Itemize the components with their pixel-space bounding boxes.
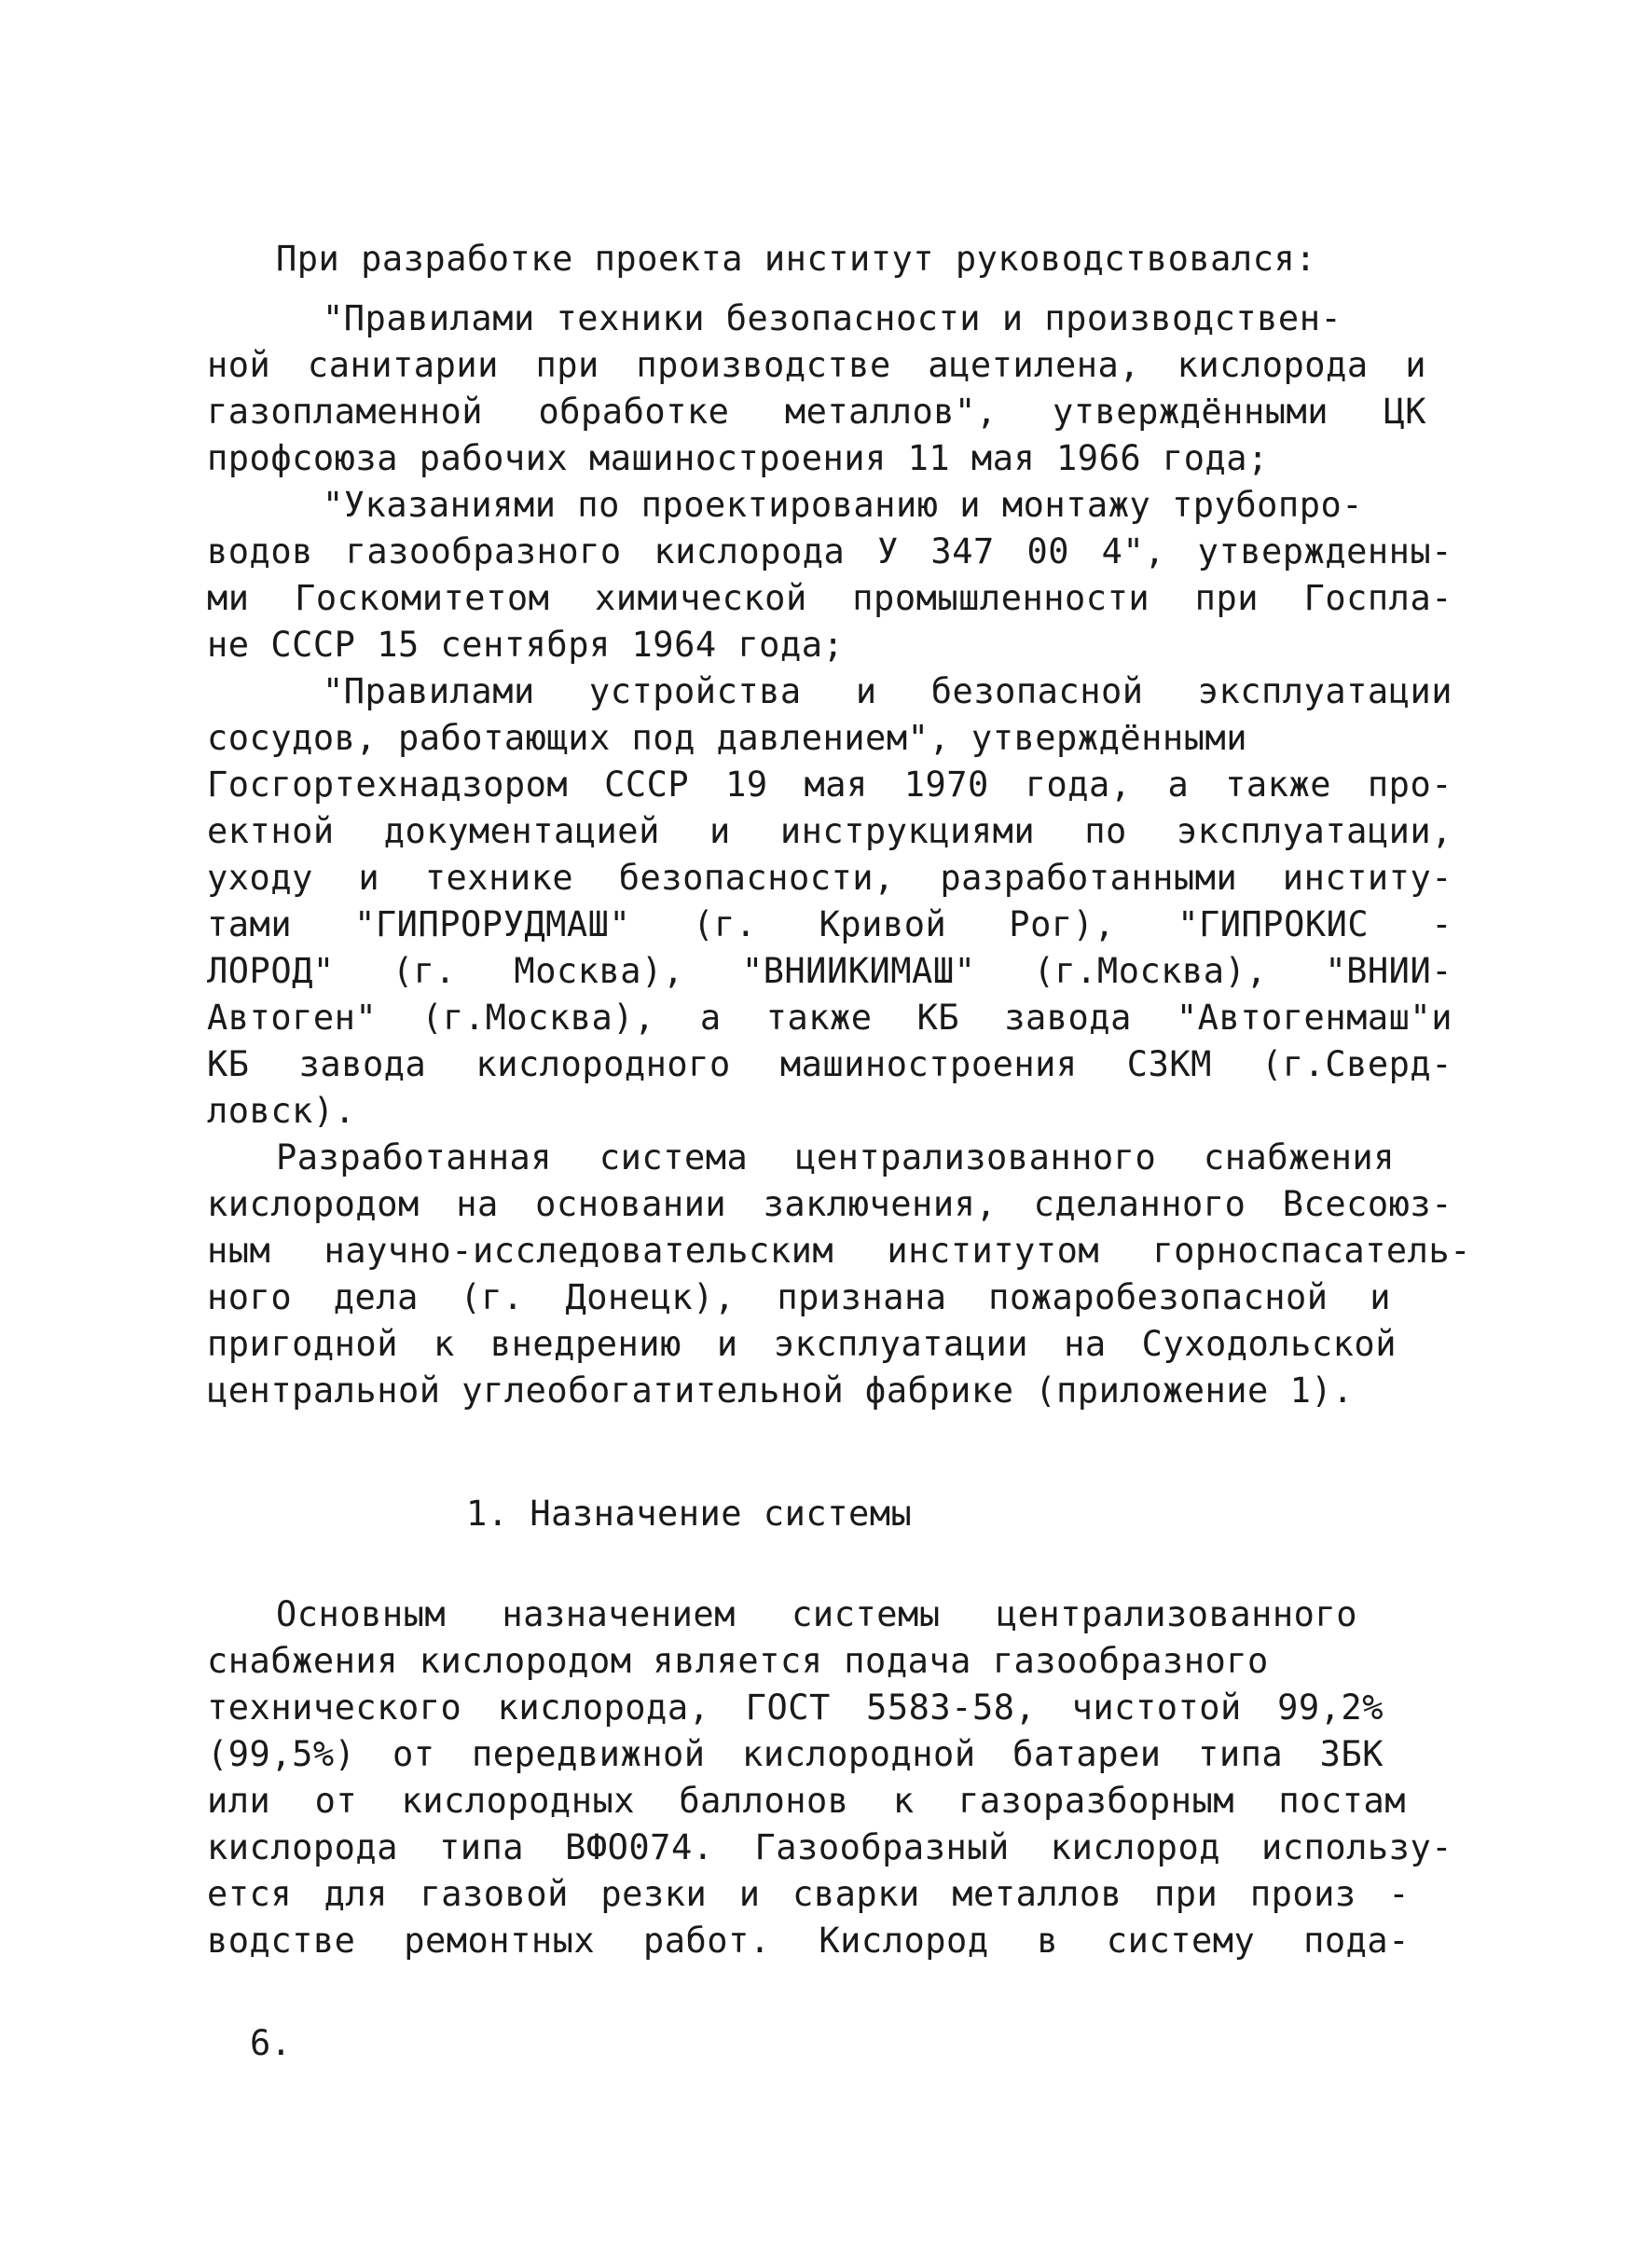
paragraph-3-line-2: сосудов, работающих под давлением", утверждёнными [207, 718, 1248, 758]
paragraph-3-line-5: уходу и технике безопасности, разработанными институ- [207, 858, 1452, 898]
paragraph-5-line-3: технического кислорода, ГОСТ 5583-58, чистотой 99,2% [207, 1687, 1384, 1728]
section-heading: 1. Назначение системы [466, 1494, 913, 1534]
paragraph-1-line-3: газопламенной обработке металлов", утверждёнными ЦК [207, 392, 1426, 432]
paragraph-4-line-3: ным научно-исследовательским институтом горноспасатель- [207, 1231, 1471, 1271]
paragraph-1-line-2: ной санитарии при производстве ацетилена, кислорода и [207, 345, 1426, 385]
paragraph-3-line-1: "Правилами устройства и безопасной эксплуатации [323, 671, 1452, 711]
intro-line: При разработке проекта институт руководствовался: [276, 239, 1317, 279]
paragraph-3-line-6: тами "ГИПРОРУДМАШ" (г. Кривой Рог), "ГИПРОКИС - [207, 904, 1452, 944]
paragraph-2-line-2: водов газообразного кислорода У 347 00 4", утвержденны- [207, 531, 1452, 572]
paragraph-4-line-4: ного дела (г. Донецк), признана пожаробезопасной и [207, 1277, 1391, 1317]
paragraph-2-line-4: не СССР 15 сентября 1964 года; [207, 625, 845, 665]
paragraph-4-line-5: пригодной к внедрению и эксплуатации на Суходольской [207, 1324, 1397, 1364]
paragraph-4-line-6: центральной углеобогатительной фабрике (приложение 1). [207, 1370, 1354, 1411]
paragraph-3-line-3: Госгортехнадзором СССР 19 мая 1970 года, а также про- [207, 764, 1452, 805]
paragraph-1-line-4: профсоюза рабочих машиностроения 11 мая 1966 года; [207, 438, 1269, 478]
paragraph-1-line-1: "Правилами техники безопасности и производствен- [323, 298, 1342, 338]
paragraph-3-line-9: КБ завода кислородного машиностроения СЗКМ (г.Сверд- [207, 1044, 1452, 1084]
paragraph-5-line-2: снабжения кислородом является подача газообразного [207, 1641, 1269, 1681]
page-number: 6. [250, 2023, 292, 2063]
paragraph-2-line-1: "Указаниями по проектированию и монтажу трубопро- [323, 485, 1364, 525]
paragraph-4-line-2: кислородом на основании заключения, сделанного Всесоюз- [207, 1184, 1452, 1224]
paragraph-5-line-8: водстве ремонтных работ. Кислород в систему пода- [207, 1921, 1410, 1961]
paragraph-3-line-7: ЛОРОД" (г. Москва), "ВНИИКИМАШ" (г.Москва), "ВНИИ- [207, 951, 1452, 991]
paragraph-3-line-4: ектной документацией и инструкциями по эксплуатации, [207, 811, 1452, 851]
paragraph-3-line-8: Автоген" (г.Москва), а также КБ завода "Автогенмаш"и [207, 998, 1452, 1038]
paragraph-5-line-1: Основным назначением системы централизованного [276, 1594, 1357, 1634]
paragraph-5-line-5: или от кислородных баллонов к газоразборным постам [207, 1781, 1406, 1821]
paragraph-2-line-3: ми Госкомитетом химической промышленности при Госпла- [207, 578, 1452, 618]
paragraph-5-line-6: кислорода типа ВФО074. Газообразный кислород использу- [207, 1827, 1452, 1867]
paragraph-4-line-1: Разработанная система централизованного снабжения [276, 1137, 1395, 1178]
paragraph-3-line-10: ловск). [207, 1091, 356, 1131]
paragraph-5-line-7: ется для газовой резки и сварки металлов при произ - [207, 1874, 1410, 1914]
paragraph-5-line-4: (99,5%) от передвижной кислородной батареи типа ЗБК [207, 1734, 1384, 1774]
